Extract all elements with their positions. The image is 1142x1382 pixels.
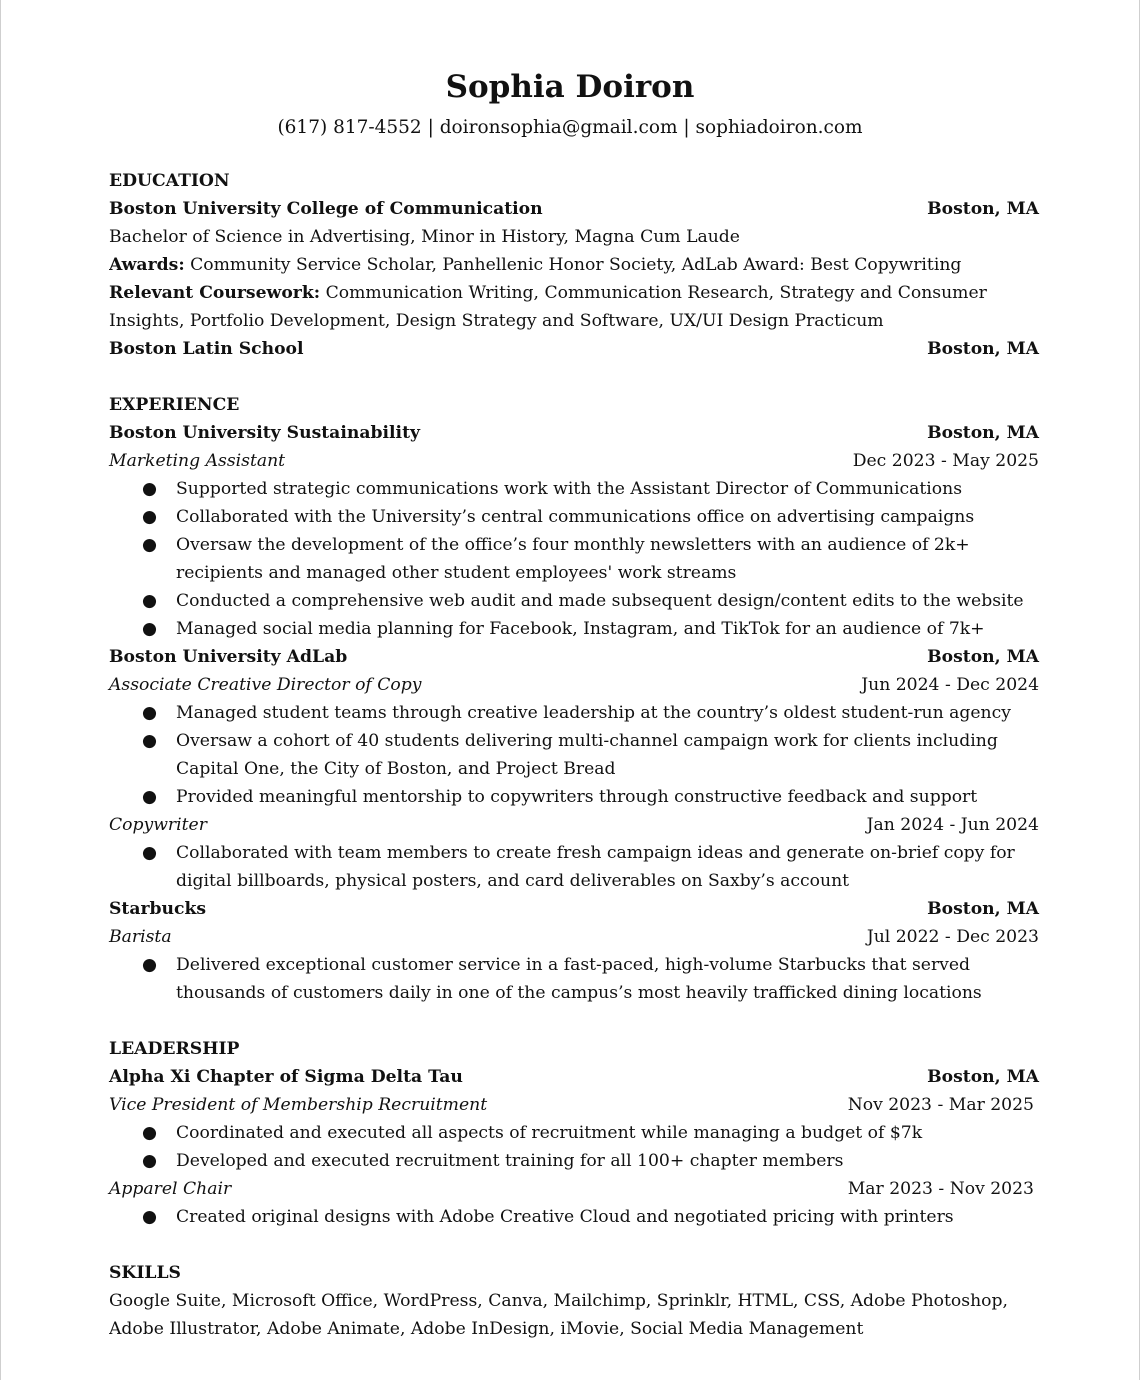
bullet-item (109, 951, 1039, 1007)
section-heading-leadership: LEADERSHIP (109, 1039, 240, 1059)
bullet-text-cont: Capital One, the City of Boston, and Project Bread (176, 759, 616, 779)
resume-body (109, 167, 1039, 1343)
role-row (109, 1175, 1039, 1203)
bullet-icon: ● (142, 843, 157, 863)
org-row-starbucks (109, 895, 1039, 923)
bullet-item (109, 783, 1039, 811)
role-dates: Jul 2022 - Dec 2023 (866, 927, 1039, 947)
awards-text: Community Service Scholar, Panhellenic Honor Society, AdLab Award: Best Copywriting (184, 255, 962, 275)
org-location: Boston, MA (927, 899, 1039, 919)
bullet-icon: ● (142, 507, 157, 527)
bullet-icon: ● (142, 1123, 157, 1143)
role-title: Vice President of Membership Recruitment (109, 1095, 488, 1115)
bullet-text-cont: digital billboards, physical posters, and card deliverables on Saxby’s account (176, 871, 850, 891)
role-title: Copywriter (109, 815, 207, 835)
bullet-icon: ● (142, 731, 157, 751)
school-name: Boston University College of Communication (109, 199, 543, 219)
bullet-item (109, 1119, 1039, 1147)
org-location: Boston, MA (927, 647, 1039, 667)
coursework-text: Communication Writing, Communication Research, Strategy and Consumer (320, 283, 987, 303)
bullet-item (109, 839, 1039, 895)
school-name: Boston Latin School (109, 339, 304, 359)
bullet-text: Conducted a comprehensive web audit and made subsequent design/content edits to the website (176, 591, 1024, 611)
bullet-item (109, 699, 1039, 727)
awards (109, 251, 1039, 279)
section-heading-experience: EXPERIENCE (109, 395, 240, 415)
bullet-text: Collaborated with the University’s central communications office on advertising campaigns (176, 507, 975, 527)
bullet-item (109, 503, 1039, 531)
org-row-adlab (109, 643, 1039, 671)
bullet-icon: ● (142, 787, 157, 807)
bullet-text-cont: thousands of customers daily in one of the campus’s most heavily trafficked dining locations (176, 983, 982, 1003)
bullet-text: Supported strategic communications work with the Assistant Director of Communications (176, 479, 963, 499)
bullet-icon: ● (142, 1151, 157, 1171)
role-title: Apparel Chair (109, 1179, 232, 1199)
role-title: Barista (109, 927, 172, 947)
role-row (109, 671, 1039, 699)
candidate-name: Sophia Doiron (445, 69, 695, 105)
role-row (109, 811, 1039, 839)
bullet-icon: ● (142, 703, 157, 723)
coursework-label: Relevant Coursework: (109, 283, 321, 303)
role-dates: Jun 2024 - Dec 2024 (861, 675, 1039, 695)
bullet-icon: ● (142, 955, 157, 975)
bullet-item (109, 475, 1039, 503)
role-row (109, 447, 1039, 475)
role-row (109, 1091, 1039, 1119)
coursework (109, 279, 1039, 307)
org-location: Boston, MA (927, 1067, 1039, 1087)
bullet-icon: ● (142, 535, 157, 555)
education-entry-bls (109, 335, 1039, 363)
bullet-text: Collaborated with team members to create fresh campaign ideas and generate on-brief copy for (176, 843, 1015, 863)
section-heading-skills: SKILLS (109, 1263, 181, 1283)
org-location: Boston, MA (927, 423, 1039, 443)
bullet-text: Oversaw a cohort of 40 students delivering multi-channel campaign work for clients including (176, 731, 998, 751)
org-row-sdt (109, 1063, 1039, 1091)
bullet-text: Managed social media planning for Facebook, Instagram, and TikTok for an audience of 7k+ (176, 619, 985, 639)
school-location: Boston, MA (927, 339, 1039, 359)
bullet-item (109, 727, 1039, 783)
bullet-text: Coordinated and executed all aspects of recruitment while managing a budget of $7k (176, 1123, 923, 1143)
awards-label: Awards: (109, 255, 185, 275)
bullet-icon: ● (142, 1207, 157, 1227)
org-row-sustainability (109, 419, 1039, 447)
org-name: Starbucks (109, 899, 207, 919)
bullet-icon: ● (142, 479, 157, 499)
role-row (109, 923, 1039, 951)
bullet-icon: ● (142, 591, 157, 611)
coursework-cont: Insights, Portfolio Development, Design Strategy and Software, UX/UI Design Practicum (109, 311, 884, 331)
bullet-item (109, 531, 1039, 587)
role-dates: Nov 2023 - Mar 2025 (847, 1095, 1034, 1115)
contact-line: (617) 817-4552 | doironsophia@gmail.com | sophiadoiron.com (277, 117, 863, 138)
role-dates: Dec 2023 - May 2025 (852, 451, 1039, 471)
bullet-text: Developed and executed recruitment training for all 100+ chapter members (176, 1151, 844, 1171)
section-heading-education: EDUCATION (109, 171, 230, 191)
org-name: Boston University AdLab (109, 647, 348, 667)
bullet-text: Oversaw the development of the office’s four monthly newsletters with an audience of 2k+ (176, 535, 970, 555)
role-dates: Mar 2023 - Nov 2023 (847, 1179, 1034, 1199)
bullet-item (109, 615, 1039, 643)
bullet-text-cont: recipients and managed other student employees' work streams (176, 563, 737, 583)
bullet-text: Managed student teams through creative leadership at the country’s oldest student-run agency (176, 703, 1011, 723)
bullet-text: Delivered exceptional customer service in a fast-paced, high-volume Starbucks that served (176, 955, 971, 975)
skills-line: Google Suite, Microsoft Office, WordPress, Canva, Mailchimp, Sprinklr, HTML, CSS, Adobe Photoshop, (109, 1291, 1008, 1311)
role-dates: Jan 2024 - Jun 2024 (866, 815, 1039, 835)
degree: Bachelor of Science in Advertising, Minor in History, Magna Cum Laude (109, 227, 740, 247)
role-title: Marketing Assistant (109, 451, 286, 471)
bullet-item (109, 587, 1039, 615)
bullet-item (109, 1147, 1039, 1175)
bullet-item (109, 1203, 1039, 1231)
bullet-icon: ● (142, 619, 157, 639)
bullet-text: Provided meaningful mentorship to copywriters through constructive feedback and support (176, 787, 978, 807)
skills-line: Adobe Illustrator, Adobe Animate, Adobe InDesign, iMovie, Social Media Management (109, 1319, 864, 1339)
education-entry-bu (109, 195, 1039, 223)
role-title: Associate Creative Director of Copy (109, 675, 422, 695)
org-name: Alpha Xi Chapter of Sigma Delta Tau (109, 1067, 463, 1087)
org-name: Boston University Sustainability (109, 423, 421, 443)
school-location: Boston, MA (927, 199, 1039, 219)
bullet-text: Created original designs with Adobe Creative Cloud and negotiated pricing with printers (176, 1207, 954, 1227)
